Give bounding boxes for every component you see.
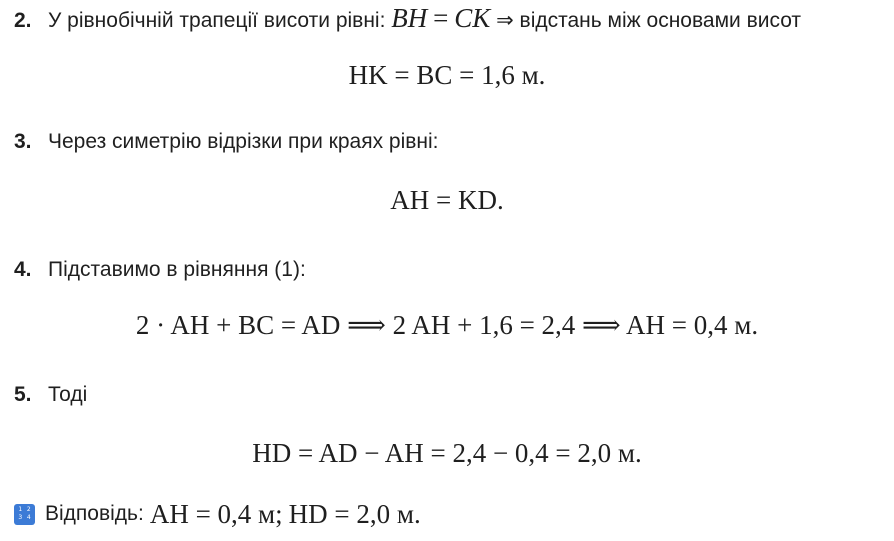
step-number: 3. <box>14 130 32 153</box>
step-text-tail: відстань між основами висот <box>519 9 802 32</box>
step-text: Тоді <box>48 383 88 406</box>
answer-hd: HD = 2,0 м. <box>288 499 421 529</box>
step-4 <box>14 256 306 284</box>
answer-line <box>14 499 421 529</box>
step-number: 4. <box>14 258 32 281</box>
step-text: Через симетрію відрізки при краях рівні: <box>48 130 439 153</box>
math-ck: CK <box>454 3 491 33</box>
math-equals: = <box>433 3 449 33</box>
step-number: 5. <box>14 383 32 406</box>
numbers-icon: 1 2 3 4 <box>14 504 35 525</box>
step-5 <box>14 381 87 409</box>
step-number: 2. <box>14 9 32 32</box>
implies-arrow: ⇒ <box>496 9 514 32</box>
step-2 <box>14 4 801 35</box>
answer-label: Відповідь: <box>45 502 144 525</box>
step-3 <box>14 128 439 156</box>
math-bh: BH <box>391 3 428 33</box>
answer-ah: AH = 0,4 м; <box>149 499 283 529</box>
step-text: Підставимо в рівняння (1): <box>48 258 306 281</box>
formula-substitution: 2 · AH + BC = AD ⟹ 2 AH + 1,6 = 2,4 ⟹ AH = 0,4 м. <box>135 310 759 340</box>
step-text: У рівнобічній трапеції висоти рівні: <box>48 9 386 32</box>
formula-hk: HK = BC = 1,6 м. <box>348 60 546 90</box>
formula-hd: HD = AD − AH = 2,4 − 0,4 = 2,0 м. <box>252 438 642 468</box>
formula-ah-kd: AH = KD. <box>390 185 504 215</box>
